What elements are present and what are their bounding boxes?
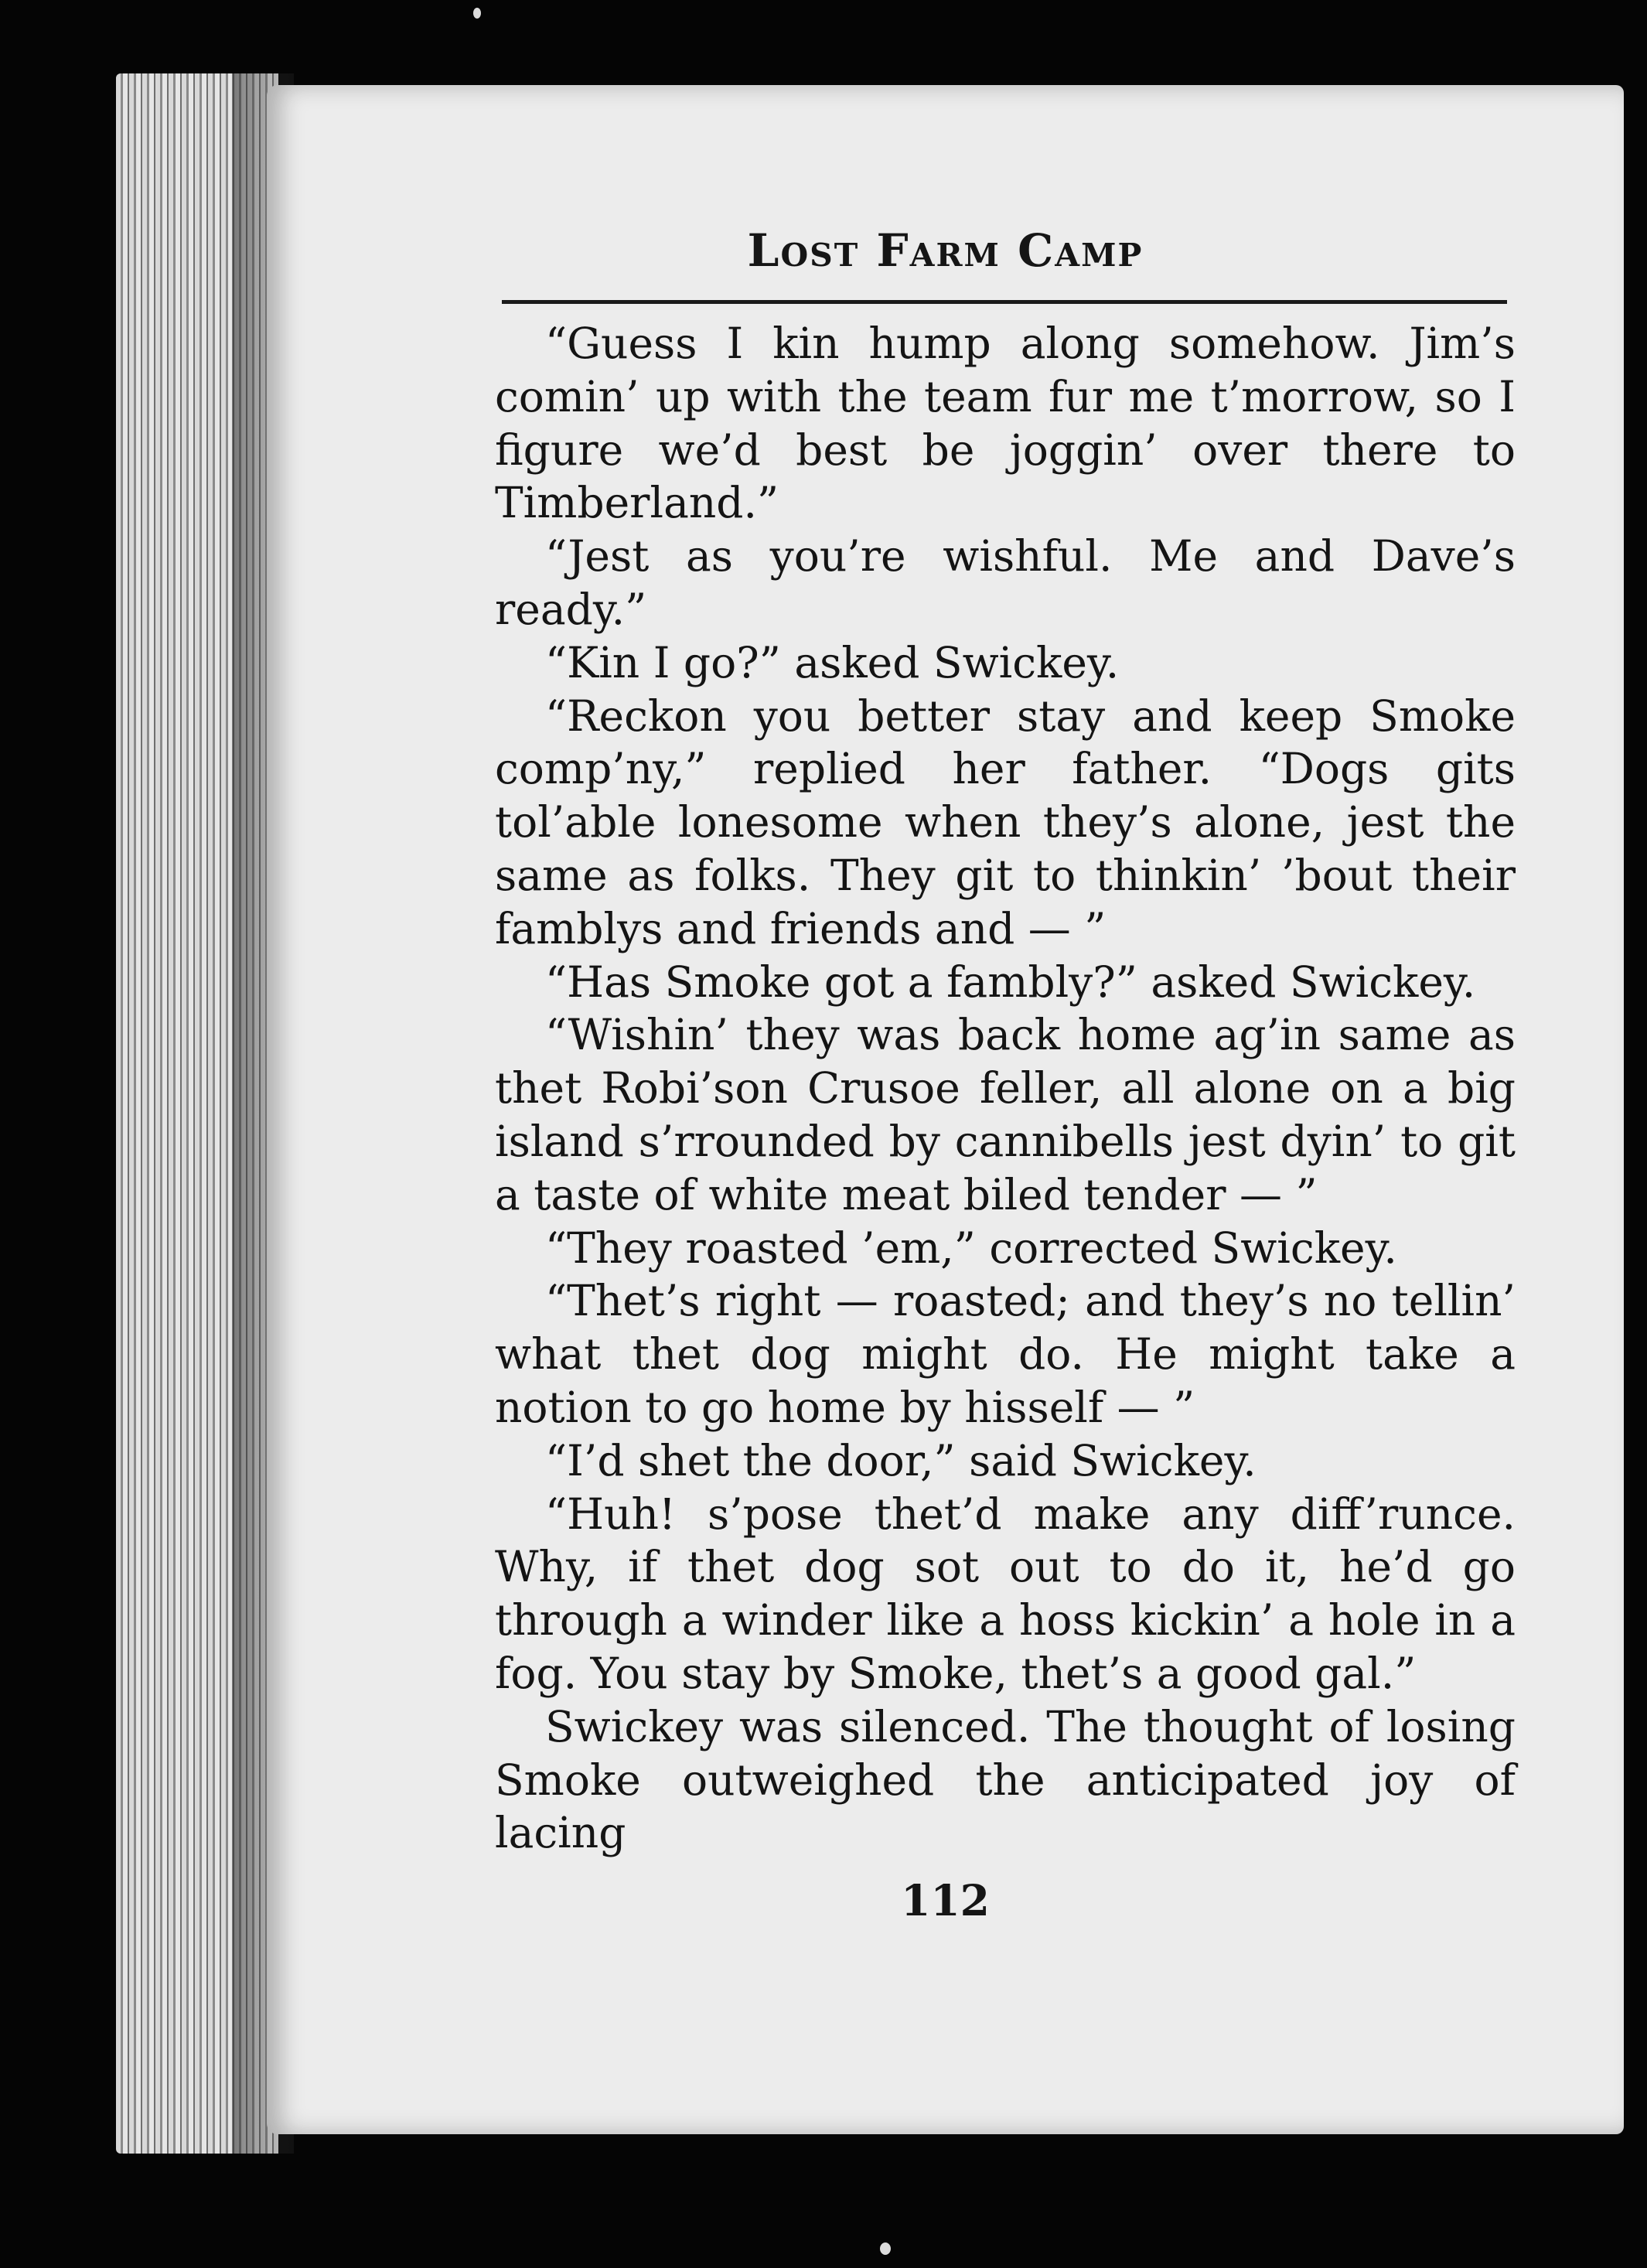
page-number: 112 (901, 1875, 990, 1925)
scan-speck (880, 2242, 891, 2255)
paragraph: “Huh! s’pose thet’d make any diff’runce. Why, if thet dog sot out to do it, he’d go through a winder like a hoss kickin’ a hole in a fog. You stay by Smoke, thet’s a good gal.” (495, 1489, 1516, 1698)
running-head: Lost Farm Camp (747, 224, 1144, 277)
paragraph: Swickey was silenced. The thought of losing Smoke outweighed the anticipated joy of lacing (495, 1701, 1516, 1858)
book-page (267, 85, 1624, 2134)
paragraph: “I’d shet the door,” said Swickey. (545, 1435, 1257, 1485)
paragraph: “Jest as you’re wishful. Me and Dave’s ready.” (495, 531, 1516, 634)
paragraph: “Has Smoke got a fambly?” asked Swickey. (545, 957, 1476, 1007)
paragraph: “Thet’s right — roasted; and they’s no tellin’ what thet dog might do. He might take a notion to go home by hisself — ” (495, 1276, 1516, 1432)
paragraph: “Kin I go?” asked Swickey. (545, 637, 1120, 687)
header-rule (502, 300, 1507, 304)
body-text (495, 317, 1516, 1860)
paragraph: “Guess I kin hump along somehow. Jim’s comin’ up with the team fur me t’morrow, so I figure we’d best be joggin’ over there to Timberland.” (495, 319, 1516, 528)
paragraph: “Reckon you better stay and keep Smoke comp’ny,” replied her father. “Dogs gits tol’able lonesome when they’s alone, jest the same as folks. They git to thinkin’ ’bout their famblys and friends and — ” (495, 691, 1516, 953)
paragraph: “Wishin’ they was back home ag’in same as thet Robi’son Crusoe feller, all alone on a big island s’rrounded by cannibells jest dyin’ to git a taste of white meat biled tender — ” (495, 1010, 1516, 1219)
scan-speck (473, 8, 481, 19)
paragraph: “They roasted ’em,” corrected Swickey. (545, 1223, 1397, 1273)
